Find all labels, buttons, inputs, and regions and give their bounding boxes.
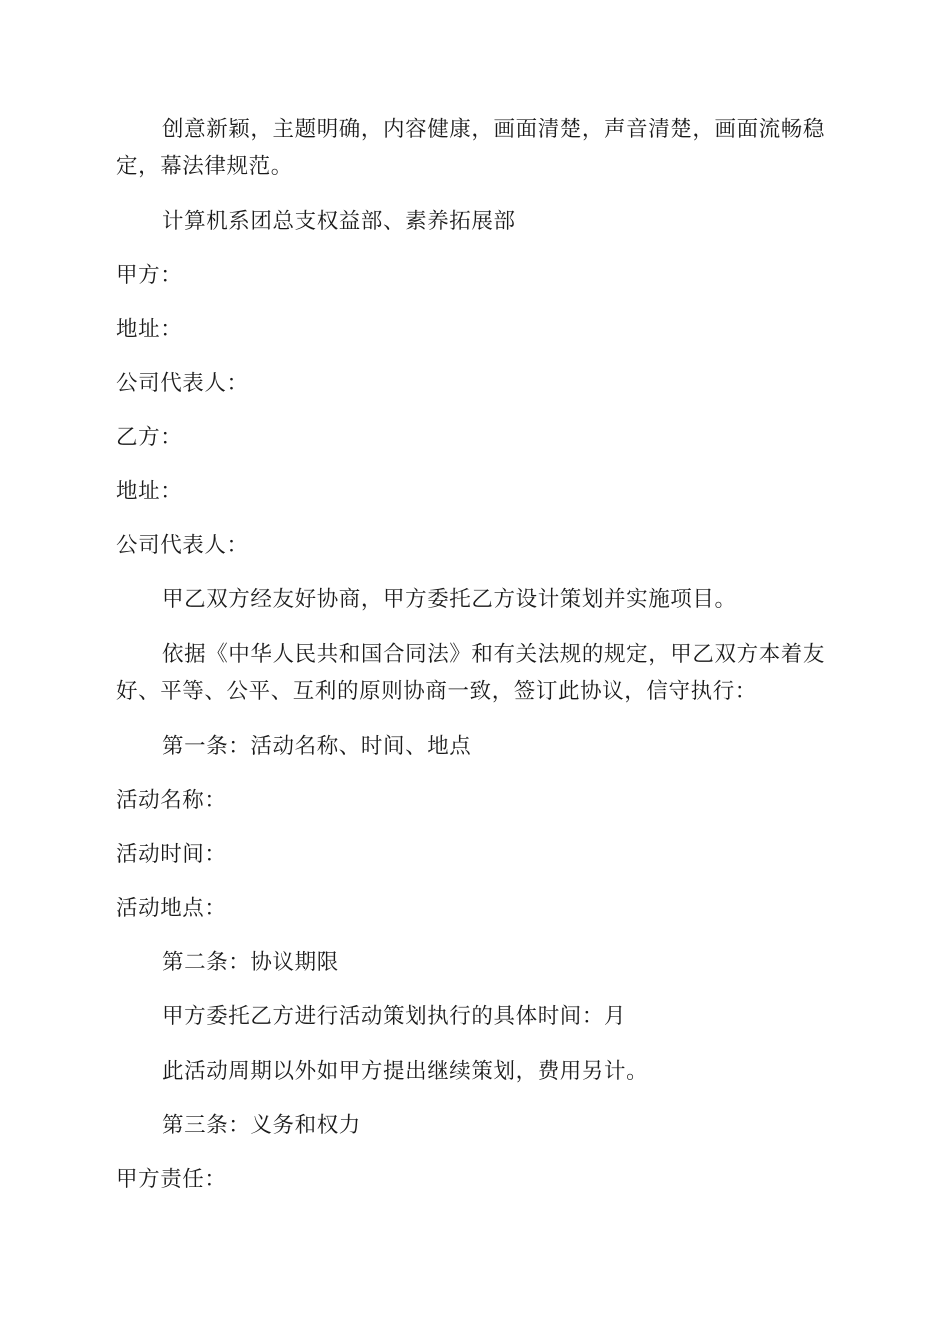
paragraph-agreement-intro: 甲乙双方经友好协商，甲方委托乙方设计策划并实施项目。 — [162, 587, 737, 612]
party-a-duties-label: 甲方责任： — [116, 1167, 227, 1192]
paragraph-organizer: 计算机系团总支权益部、素养拓展部 — [162, 209, 516, 234]
party-b-address-label: 地址： — [116, 479, 183, 504]
paragraph-legal-basis: 依据《中华人民共和国合同法》和有关法规的规定，甲乙双方本着友好、平等、公平、互利的原则协商一致，签订此协议，信守执行： — [116, 642, 826, 704]
party-a-label: 甲方： — [116, 263, 183, 288]
party-a-representative-label: 公司代表人： — [116, 371, 249, 396]
party-b-representative-label: 公司代表人： — [116, 533, 249, 558]
party-b-label: 乙方： — [116, 425, 183, 450]
activity-time-label: 活动时间： — [116, 842, 227, 867]
activity-location-label: 活动地点： — [116, 896, 227, 921]
party-a-address-label: 地址： — [116, 317, 183, 342]
paragraph-extra-fees: 此活动周期以外如甲方提出继续策划，费用另计。 — [162, 1059, 649, 1084]
activity-name-label: 活动名称： — [116, 788, 227, 813]
paragraph-requirements: 创意新颖，主题明确，内容健康，画面清楚，声音清楚，画面流畅稳定，幕法律规范。 — [116, 117, 826, 179]
article-3-heading: 第三条：义务和权力 — [162, 1113, 361, 1138]
article-2-heading: 第二条：协议期限 — [162, 950, 339, 975]
paragraph-commission-time: 甲方委托乙方进行活动策划执行的具体时间：月 — [162, 1004, 627, 1029]
article-1-heading: 第一条：活动名称、时间、地点 — [162, 734, 472, 759]
